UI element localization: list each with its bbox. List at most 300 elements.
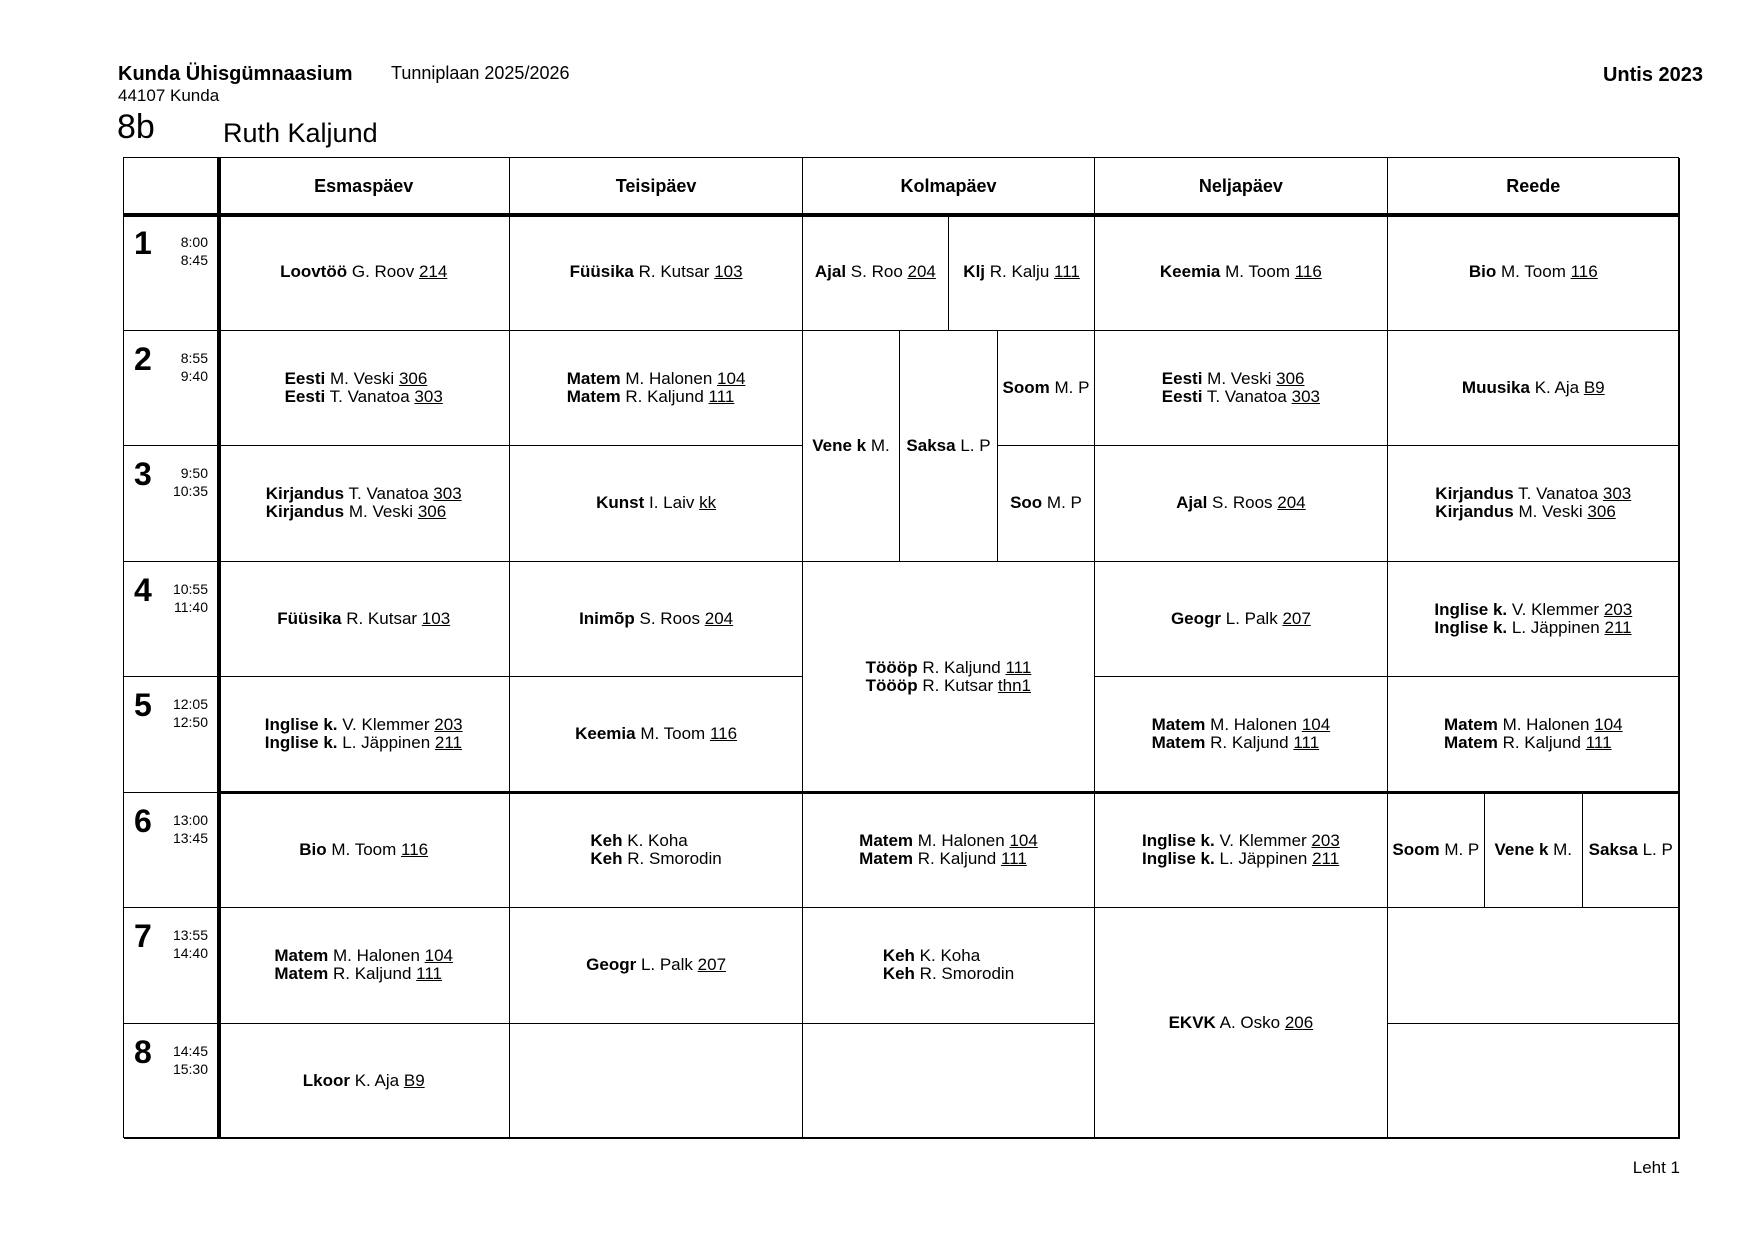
subject: Geogr	[586, 955, 637, 975]
room: 204	[704, 608, 734, 628]
lesson-cell	[510, 215, 802, 331]
subject: Inglise k.	[264, 733, 338, 753]
period-start: 10:55	[172, 580, 208, 597]
room: B9	[403, 1070, 425, 1090]
teacher: M. Toom	[331, 839, 397, 859]
teacher: L. Palk	[640, 955, 693, 975]
lesson-cell	[1095, 677, 1387, 793]
lesson-cell	[510, 793, 802, 909]
subject: Keh	[882, 964, 915, 984]
day-header-1: Teisipäev	[510, 158, 802, 215]
subject: Inglise k.	[1434, 599, 1508, 619]
period-time	[173, 580, 208, 616]
lesson-entry	[1152, 734, 1320, 752]
period-number: 3	[134, 456, 152, 492]
lesson-entry	[883, 965, 1014, 983]
lesson-cell	[803, 215, 949, 331]
room: 104	[717, 368, 746, 388]
teacher: R. Kaljund	[1210, 733, 1289, 753]
teacher: R. Smorodin	[627, 848, 722, 868]
period-start: 13:00	[172, 811, 208, 828]
lesson-entry	[1162, 388, 1320, 406]
lesson-cell	[1095, 215, 1387, 331]
room: 111	[708, 386, 735, 406]
lesson-cell	[1095, 331, 1387, 447]
lesson-entry	[1176, 494, 1306, 512]
room: 206	[1284, 1013, 1314, 1032]
period-start: 13:55	[172, 927, 208, 943]
lesson-entry	[1142, 832, 1340, 850]
teacher: V. Klemmer	[1219, 830, 1307, 850]
period-7	[124, 908, 218, 1024]
period-5	[124, 677, 218, 793]
subject: Inglise k.	[1141, 848, 1215, 868]
teacher: L. Jäppinen	[1219, 848, 1308, 868]
lesson-entry	[586, 956, 726, 974]
room: 306	[1587, 502, 1616, 522]
subject: Eesti	[284, 368, 326, 388]
lesson-entry	[265, 716, 463, 734]
room: 111	[1585, 733, 1612, 753]
lesson-entry	[1444, 734, 1612, 752]
room: 306	[398, 368, 428, 388]
period-time	[181, 233, 208, 269]
lesson-cell	[218, 677, 510, 793]
subject: Matem	[1151, 715, 1206, 735]
subject: Füüsika	[277, 608, 342, 628]
teacher: R. Kutsar	[638, 262, 710, 282]
teacher: R. Kaljund	[1502, 733, 1581, 753]
room: 111	[1005, 657, 1032, 677]
teacher: M. Veski	[1207, 368, 1272, 388]
room: 303	[1291, 386, 1320, 406]
lesson-cell	[949, 215, 1095, 331]
room: kk	[699, 493, 717, 513]
lesson-entry	[575, 725, 737, 743]
room: 116	[401, 839, 429, 859]
period-start: 12:05	[172, 696, 208, 712]
class-teacher: Ruth Kaljund	[223, 118, 378, 148]
day-header-3: Neljapäev	[1095, 158, 1387, 215]
subject: Keh	[882, 946, 915, 966]
room: B9	[1583, 377, 1605, 397]
teacher: M. Halonen	[625, 368, 713, 388]
teacher: M. P	[1444, 839, 1480, 859]
lesson-entry	[590, 832, 687, 850]
subject: Matem	[566, 368, 621, 388]
lesson-cell	[510, 331, 802, 447]
school-address: 44107 Kunda	[118, 86, 220, 105]
lesson-cell	[1095, 562, 1387, 678]
period-time	[173, 926, 208, 962]
lesson-entry	[596, 494, 716, 512]
subject: Keemia	[575, 724, 636, 744]
empty-cell	[1388, 908, 1680, 1024]
subject: Keemia	[1159, 262, 1221, 282]
teacher: M.	[870, 435, 890, 455]
day-header-2: Kolmapäev	[803, 158, 1095, 215]
empty-cell	[803, 1024, 1095, 1140]
lesson-entry	[299, 841, 428, 859]
lesson-entry	[1462, 379, 1605, 397]
lesson-entry	[277, 610, 450, 628]
period-time	[173, 811, 208, 847]
room: 303	[433, 484, 462, 504]
subject: Saksa	[1588, 839, 1638, 859]
lesson-entry	[567, 370, 746, 388]
lesson-entry	[1162, 370, 1305, 388]
period-time	[181, 349, 208, 385]
lesson-cell	[1095, 908, 1387, 1139]
room: 303	[414, 386, 443, 406]
subject: Lkoor	[302, 1070, 350, 1090]
period-end: 14:40	[172, 945, 208, 961]
teacher: K. Koha	[627, 830, 688, 850]
subject: Matem	[274, 946, 329, 966]
lesson-entry	[1171, 610, 1311, 628]
lesson-entry	[1169, 1014, 1314, 1032]
lesson-entry	[1392, 841, 1479, 859]
subject: Matem	[1151, 733, 1206, 753]
teacher: M. Toom	[1225, 262, 1290, 282]
room: 111	[416, 964, 442, 984]
teacher: S. Roos	[639, 608, 700, 628]
lesson-cell	[900, 331, 997, 562]
subject: Kirjandus	[1435, 502, 1514, 522]
lesson-cell	[803, 331, 900, 562]
period-number: 7	[134, 918, 152, 954]
room: 116	[709, 724, 738, 744]
lesson-cell	[218, 562, 510, 678]
teacher: T. Vanatoa	[348, 484, 429, 504]
subject: Eesti	[284, 386, 326, 406]
lesson-entry	[1152, 716, 1331, 734]
lesson-entry	[265, 734, 462, 752]
teacher: M. Halonen	[1502, 715, 1590, 735]
subject: Bio	[299, 839, 327, 859]
room: 211	[1312, 848, 1340, 868]
room: 214	[418, 262, 448, 282]
teacher: A. Osko	[1219, 1013, 1281, 1032]
lesson-cell	[1388, 215, 1680, 331]
teacher: K. Aja	[354, 1070, 400, 1090]
lesson-entry	[866, 659, 1032, 677]
lesson-entry	[274, 947, 453, 965]
period-end: 12:50	[172, 714, 208, 730]
day-header-4: Reede	[1388, 158, 1680, 215]
empty-cell	[1388, 1024, 1680, 1140]
lesson-entry	[579, 610, 733, 628]
teacher: K. Aja	[1534, 377, 1580, 397]
period-3	[124, 446, 218, 562]
teacher: M. Veski	[1518, 502, 1583, 522]
lesson-entry	[859, 850, 1027, 868]
lesson-cell	[510, 677, 802, 793]
lesson-entry	[1003, 379, 1090, 397]
period-number: 1	[134, 225, 152, 261]
lesson-cell	[218, 215, 510, 331]
room: 303	[1602, 484, 1632, 504]
page-number: Leht 1	[1632, 1158, 1680, 1177]
teacher: M. Toom	[1500, 262, 1566, 282]
period-end: 9:40	[180, 367, 208, 384]
teacher: R. Kaljund	[922, 657, 1001, 677]
lesson-cell	[998, 331, 1095, 447]
period-8	[124, 1024, 218, 1140]
room: 104	[1009, 830, 1038, 850]
subject: Saksa	[906, 435, 956, 455]
lesson-entry	[590, 850, 721, 868]
teacher: R. Smorodin	[919, 964, 1015, 984]
lesson-cell	[1388, 331, 1680, 447]
lesson-cell	[510, 908, 802, 1024]
lesson-cell	[1485, 793, 1582, 909]
lesson-entry	[1469, 263, 1598, 281]
subject: Vene k	[812, 435, 867, 455]
subject: EKVK	[1168, 1013, 1216, 1032]
lesson-cell	[510, 562, 802, 678]
teacher: L. Palk	[1225, 608, 1278, 628]
room: 211	[1604, 617, 1632, 637]
room: 116	[1294, 262, 1322, 282]
subject: Loovtöö	[280, 262, 348, 282]
subject: Inglise k.	[1434, 617, 1508, 637]
room: 211	[434, 733, 463, 753]
lesson-entry	[1142, 850, 1339, 868]
subject: Kirjandus	[265, 484, 345, 504]
subject: Ajal	[814, 262, 847, 282]
teacher: M. P	[1046, 493, 1082, 513]
room: 204	[1277, 493, 1306, 513]
room: 104	[1594, 715, 1623, 735]
lesson-entry	[1160, 263, 1322, 281]
period-start: 14:45	[172, 1042, 208, 1059]
teacher: S. Roo	[850, 262, 903, 282]
lesson-cell	[803, 562, 1095, 793]
teacher: R. Kutsar	[346, 608, 418, 628]
teacher: V. Klemmer	[1511, 599, 1600, 619]
period-time	[173, 1042, 208, 1078]
teacher: T. Vanatoa	[1206, 386, 1287, 406]
teacher: M. Halonen	[917, 830, 1005, 850]
lesson-entry	[1589, 841, 1673, 859]
lesson-cell	[1388, 446, 1680, 562]
subject: Soo	[1010, 493, 1043, 513]
lesson-entry	[274, 965, 442, 983]
subject: Vene k	[1494, 839, 1549, 859]
subject: Töööp	[865, 657, 918, 677]
period-time	[173, 464, 208, 500]
subject: Matem	[859, 848, 914, 868]
room: 306	[1276, 368, 1305, 388]
lesson-entry	[1010, 494, 1082, 512]
subject: Kirjandus	[1435, 484, 1514, 504]
period-number: 4	[134, 571, 152, 608]
subject: Muusika	[1461, 377, 1530, 397]
room: 111	[1293, 733, 1320, 753]
room: 104	[1301, 715, 1331, 735]
period-start: 9:50	[180, 465, 208, 481]
section-divider	[124, 213, 1678, 217]
lesson-entry	[303, 1072, 425, 1090]
subject: Inglise k.	[264, 715, 338, 735]
subject: Matem	[566, 386, 621, 406]
subject: Matem	[274, 964, 329, 984]
teacher: T. Vanatoa	[1518, 484, 1599, 504]
room: 203	[434, 715, 463, 735]
room: 207	[697, 955, 727, 975]
period-1	[124, 215, 218, 331]
lesson-entry	[570, 263, 743, 281]
room: 207	[1282, 608, 1311, 628]
lesson-entry	[1434, 619, 1631, 637]
period-4	[124, 562, 218, 678]
lesson-cell	[1583, 793, 1680, 909]
lesson-entry	[567, 388, 735, 406]
subject: Keh	[590, 830, 623, 850]
teacher: S. Roos	[1212, 493, 1273, 513]
period-number: 5	[134, 687, 152, 723]
teacher: L. P	[960, 435, 991, 455]
period-number: 8	[134, 1033, 152, 1070]
school-name: Kunda Ühisgümnaasium	[118, 63, 353, 85]
lesson-entry	[866, 677, 1031, 695]
teacher: L. Jäppinen	[1511, 617, 1600, 637]
period-6	[124, 793, 218, 909]
subject: Eesti	[1161, 386, 1203, 406]
teacher: I. Laiv	[648, 493, 695, 513]
subject: Klj	[963, 262, 986, 282]
subject: Inimõp	[579, 608, 635, 628]
lesson-entry	[266, 503, 447, 521]
lesson-cell	[1388, 677, 1680, 793]
lesson-cell	[1388, 562, 1680, 678]
period-number: 2	[134, 340, 152, 377]
lesson-entry	[1435, 503, 1616, 521]
lesson-entry	[1434, 601, 1632, 619]
period-number: 6	[134, 802, 152, 839]
subject: Töööp	[865, 675, 918, 695]
subject: Füüsika	[569, 262, 634, 282]
day-header-0: Esmaspäev	[218, 158, 510, 215]
teacher: V. Klemmer	[342, 715, 430, 735]
subject: Geogr	[1170, 608, 1221, 628]
lesson-entry	[285, 370, 428, 388]
lesson-entry	[1495, 841, 1573, 859]
teacher: M. Halonen	[332, 946, 420, 966]
lesson-cell	[218, 1024, 510, 1140]
teacher: R. Kaljund	[332, 964, 412, 984]
section-divider	[218, 791, 1680, 794]
lesson-cell	[218, 793, 510, 909]
room: 103	[714, 262, 743, 282]
room: 116	[1570, 262, 1598, 282]
period-start: 8:00	[180, 234, 208, 250]
subject: Matem	[1443, 733, 1498, 753]
lesson-cell	[998, 446, 1095, 562]
period-end: 8:45	[180, 252, 208, 268]
lesson-cell	[803, 793, 1095, 909]
room: 111	[1000, 848, 1027, 868]
lesson-entry	[963, 263, 1080, 281]
room: 203	[1603, 599, 1633, 619]
lesson-entry	[266, 485, 462, 503]
period-end: 15:30	[172, 1060, 208, 1077]
subject: Kunst	[596, 493, 645, 513]
teacher: M. Toom	[640, 724, 706, 744]
period-end: 13:45	[172, 829, 208, 846]
room: 103	[421, 608, 451, 628]
time-column-divider	[217, 158, 221, 1137]
period-end: 11:40	[174, 598, 208, 615]
lesson-cell	[218, 331, 510, 447]
lesson-cell	[803, 908, 1095, 1024]
teacher: M. P	[1054, 377, 1090, 397]
subject: Matem	[859, 830, 914, 850]
subject: Inglise k.	[1141, 830, 1215, 850]
lesson-entry	[1435, 485, 1631, 503]
teacher: R. Kaljund	[917, 848, 997, 868]
lesson-entry	[906, 437, 990, 455]
teacher: M. Halonen	[1210, 715, 1298, 735]
room: thn1	[997, 675, 1031, 695]
teacher: T. Vanatoa	[329, 386, 410, 406]
room: 203	[1311, 830, 1340, 850]
room: 204	[907, 262, 936, 282]
room: 306	[417, 502, 447, 522]
plan-title: Tunniplaan 2025/2026	[391, 63, 570, 83]
teacher: R. Kaljund	[625, 386, 704, 406]
lesson-cell	[1388, 793, 1485, 909]
teacher: L. P	[1642, 839, 1673, 859]
lesson-entry	[1444, 716, 1623, 734]
teacher: G. Roov	[351, 262, 415, 282]
period-2	[124, 331, 218, 447]
subject: Ajal	[1176, 493, 1208, 513]
subject: Matem	[1443, 715, 1498, 735]
software-label: Untis 2023	[1602, 64, 1703, 86]
lesson-entry	[883, 947, 980, 965]
period-time	[173, 695, 208, 731]
lesson-entry	[812, 437, 890, 455]
lesson-entry	[285, 388, 443, 406]
teacher: R. Kutsar	[922, 675, 994, 695]
lesson-cell	[1095, 446, 1387, 562]
lesson-cell	[218, 908, 510, 1024]
subject: Eesti	[1161, 368, 1203, 388]
timetable-grid	[123, 157, 1679, 1138]
lesson-entry	[815, 263, 936, 281]
lesson-entry	[280, 263, 447, 281]
period-end: 10:35	[172, 483, 208, 499]
empty-cell	[510, 1024, 802, 1140]
subject: Soom	[1002, 377, 1050, 397]
lesson-cell	[1095, 793, 1387, 909]
room: 104	[424, 946, 454, 966]
teacher: K. Koha	[919, 946, 981, 966]
room: 111	[1054, 262, 1080, 282]
period-start: 8:55	[180, 349, 208, 366]
subject: Keh	[590, 848, 623, 868]
teacher: M.	[1553, 839, 1573, 859]
lesson-cell	[510, 446, 802, 562]
lesson-cell	[218, 446, 510, 562]
lesson-entry	[859, 832, 1038, 850]
teacher: M. Veski	[348, 502, 414, 522]
subject: Kirjandus	[265, 502, 345, 522]
teacher: R. Kalju	[989, 262, 1050, 282]
class-name: 8b	[117, 108, 155, 146]
